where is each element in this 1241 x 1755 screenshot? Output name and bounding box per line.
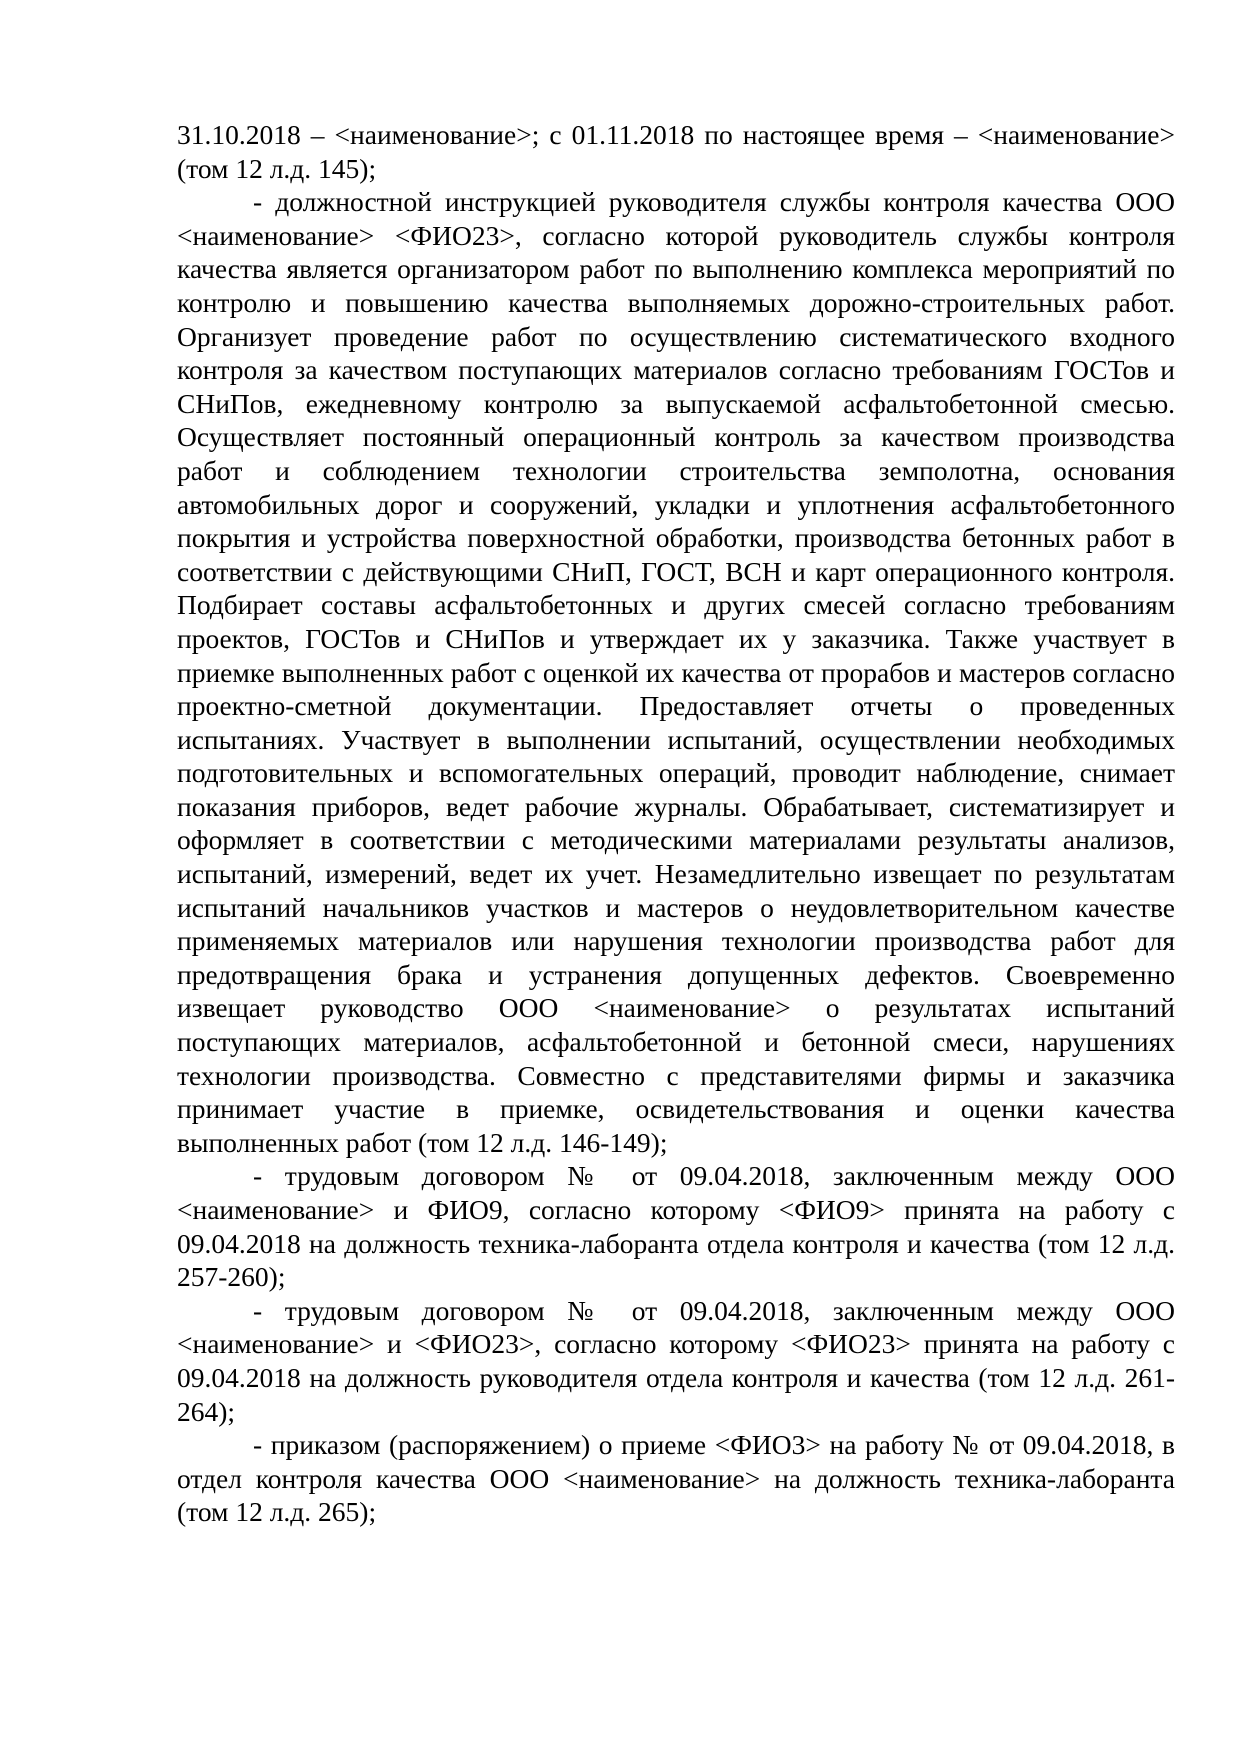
paragraph-order-fio3: - приказом (распоряжением) о приеме <ФИО3> на работу № от 09.04.2018, в отдел контроля качества ООО <наименование> на должность техника-лаборанта (том 12 л.д. 265);: [177, 1429, 1175, 1528]
paragraph-job-description: - должностной инструкцией руководителя службы контроля качества ООО <наименование> <ФИО23>, согласно которой руководитель службы контроля качества является организатором работ по выполнению комплекса мероприятий по контролю и повышению качества выполняемых дорожно-строительных работ. Организует проведение работ по осуществлению систематического входного контроля за качеством поступающих материалов согласно требованиям ГОСТов и СНиПов, ежедневному контролю за выпускаемой асфальтобетонной смесью. Осуществляет постоянный операционный контроль за качеством производства работ и соблюдением технологии строительства земполотна, основания автомобильных дорог и сооружений, укладки и уплотнения асфальтобетонного покрытия и устройства поверхностной обработки, производства бетонных работ в соответствии с действующими СНиП, ГОСТ, ВСН и карт операционного контроля. Подбирает составы асфальтобетонных и других смесей согласно требованиям проектов, ГОСТов и СНиПов и утверждает их у заказчика. Также участвует в приемке выполненных работ с оценкой их качества от прорабов и мастеров согласно проектно-сметной документации. Предоставляет отчеты о проведенных испытаниях. Участвует в выполнении испытаний, осуществлении необходимых подготовительных и вспомогательных операций, проводит наблюдение, снимает показания приборов, ведет рабочие журналы. Обрабатывает, систематизирует и оформляет в соответствии с методическими материалами результаты анализов, испытаний, измерений, ведет их учет. Незамедлительно извещает по результатам испытаний начальников участков и мастеров о неудовлетворительном качестве применяемых материалов или нарушения технологии производства работ для предотвращения брака и устранения допущенных дефектов. Своевременно извещает руководство ООО <наименование> о результатах испытаний поступающих материалов, асфальтобетонной и бетонной смеси, нарушениях технологии производства. Совместно с представителями фирмы и заказчика принимает участие в приемке, освидетельствования и оценки качества выполненных работ (том 12 л.д. 146-149);: [177, 186, 1175, 1158]
paragraph-contract-fio23: - трудовым договором № от 09.04.2018, заключенным между ООО <наименование> и <ФИО23>, согласно которому <ФИО23> принята на работу с 09.04.2018 на должность руководителя отдела контроля и качества (том 12 л.д. 261-264);: [177, 1294, 1175, 1427]
document-page: [177, 118, 1175, 1529]
paragraph-employment-period: 31.10.2018 – <наименование>; с 01.11.2018 по настоящее время – <наименование> (том 12 л.д. 145);: [177, 119, 1175, 184]
paragraph-contract-fio9: - трудовым договором № от 09.04.2018, заключенным между ООО <наименование> и ФИО9, согласно которому <ФИО9> принята на работу с 09.04.2018 на должность техника-лаборанта отдела контроля и качества (том 12 л.д. 257-260);: [177, 1160, 1175, 1293]
